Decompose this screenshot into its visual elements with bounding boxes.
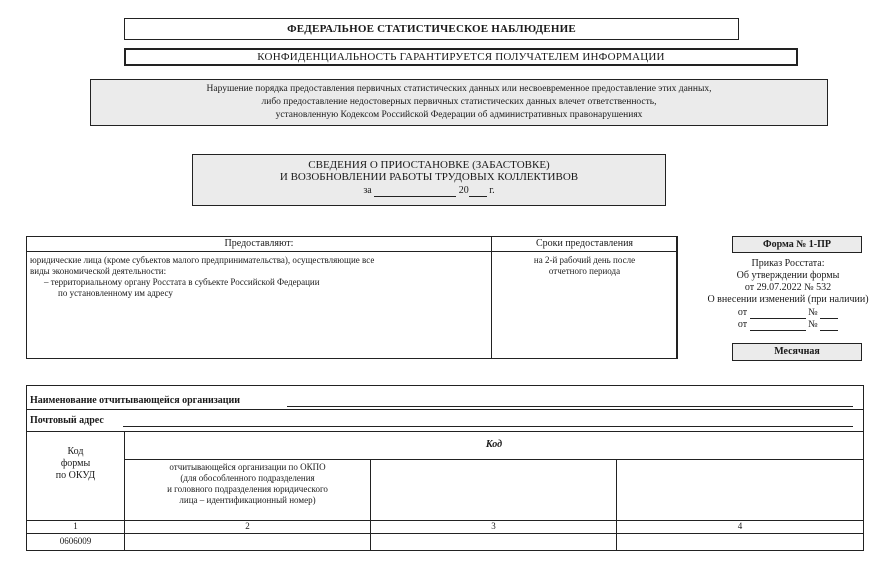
report-period (193, 185, 665, 197)
confidentiality-banner (124, 48, 798, 66)
report-title-line-1: СВЕДЕНИЯ О ПРИОСТАНОВКЕ (ЗАБАСТОВКЕ) (308, 159, 550, 171)
col-number-3: 3 (371, 521, 617, 533)
okpo-line-4: лица – идентификационный номер) (179, 495, 316, 505)
number-label-2: № (808, 319, 818, 330)
okpo-value-field[interactable] (125, 534, 371, 550)
postal-address-row (27, 410, 863, 432)
postal-address-field[interactable] (123, 416, 853, 427)
confidentiality-text: КОНФИДЕНЦИАЛЬНОСТЬ ГАРАНТИРУЕТСЯ ПОЛУЧАТЕЛЕМ ИНФОРМАЦИИ (257, 51, 665, 63)
code-col-3-header (371, 460, 617, 520)
year-prefix: 20 (458, 185, 469, 196)
okpo-line-2: (для обособленного подразделения (180, 473, 315, 483)
changes-row-2 (690, 319, 886, 331)
postal-address-label: Почтовый адрес (30, 415, 104, 426)
okpo-line-1: отчитывающейся организации по ОКПО (169, 462, 326, 472)
from-label-1: от (737, 307, 748, 318)
report-title-box (192, 154, 666, 206)
submitters-body (26, 251, 492, 359)
form-number-box (732, 236, 862, 253)
okpo-line-3: и головного подразделения юридического (167, 484, 328, 494)
from-label-2: от (737, 319, 748, 330)
order-line-1: Приказ Росстата: (751, 258, 825, 269)
deadlines-line-1: на 2-й рабочий день после (533, 255, 636, 265)
column-numbers-row (27, 520, 863, 534)
submitters-line-4: по установленному им адресу (58, 288, 173, 298)
change-date-field-1[interactable] (750, 308, 806, 319)
org-name-row (27, 386, 863, 410)
deadlines-header-text: Сроки предоставления (535, 238, 634, 249)
change-number-field-2[interactable] (820, 320, 838, 331)
submitters-line-3: – территориальному органу Росстата в субъекте Российской Федерации (44, 277, 320, 287)
changes-line: О внесении изменений (при наличии) (707, 294, 869, 305)
period-field[interactable] (374, 186, 456, 197)
form-number: Форма № 1-ПР (762, 239, 831, 250)
periodicity: Месячная (774, 346, 820, 357)
submitters-header-text: Предоставляют: (224, 238, 294, 249)
report-title-line-2: И ВОЗОБНОВЛЕНИИ РАБОТЫ ТРУДОВЫХ КОЛЛЕКТИВОВ (279, 171, 579, 183)
period-prefix: за (363, 185, 372, 196)
code-col-4-header (617, 460, 863, 520)
form-code-header-line-1: Код (67, 446, 84, 457)
col-number-4: 4 (737, 521, 743, 531)
form-code-value: 0606009 (27, 534, 125, 550)
change-number-field-1[interactable] (820, 308, 838, 319)
submission-table (26, 236, 677, 359)
liability-notice (90, 79, 828, 126)
change-date-field-2[interactable] (750, 320, 806, 331)
col-number-1: 1 (27, 521, 125, 533)
code-group-header (125, 432, 863, 460)
form-code-header-line-2: формы (60, 458, 91, 469)
order-info (690, 258, 886, 331)
code-col-3-value-field[interactable] (371, 534, 617, 550)
submitters-line-1: юридические лица (кроме субъектов малого предпринимательства), осуществляющие все (30, 255, 375, 265)
order-line-3: от 29.07.2022 № 532 (744, 282, 832, 293)
periodicity-box (732, 343, 862, 361)
year-field[interactable] (469, 186, 487, 197)
okpo-header (125, 460, 371, 520)
deadlines-line-2: отчетного периода (548, 266, 621, 276)
org-name-label: Наименование отчитывающейся организации (30, 395, 241, 406)
form-code-header-line-3: по ОКУД (55, 470, 96, 481)
order-line-2: Об утверждении формы (736, 270, 840, 281)
notice-line-1: Нарушение порядка предоставления первичных статистических данных или несвоевременное предоставление этих данных, (206, 84, 712, 94)
form-code-header (27, 432, 125, 520)
submitters-header (26, 236, 492, 252)
notice-line-2: либо предоставление недостоверных первичных статистических данных влечет ответственность, (261, 97, 657, 107)
code-group-header-text: Код (485, 439, 503, 450)
number-label-1: № (808, 307, 818, 318)
code-col-4-value-field[interactable] (617, 534, 863, 550)
organization-table (26, 385, 864, 551)
code-values-row (27, 534, 863, 550)
org-name-field[interactable] (287, 396, 853, 407)
federal-observation-text: ФЕДЕРАЛЬНОЕ СТАТИСТИЧЕСКОЕ НАБЛЮДЕНИЕ (287, 23, 576, 35)
notice-line-3: установленную Кодексом Российской Федерации об административных правонарушениях (275, 110, 643, 120)
col-number-2: 2 (125, 521, 371, 533)
submitters-line-2: виды экономической деятельности: (30, 266, 167, 276)
changes-row-1 (690, 307, 886, 319)
deadlines-header (491, 236, 678, 252)
federal-observation-banner (124, 18, 739, 40)
deadlines-body (491, 251, 678, 359)
year-suffix: г. (489, 185, 495, 196)
